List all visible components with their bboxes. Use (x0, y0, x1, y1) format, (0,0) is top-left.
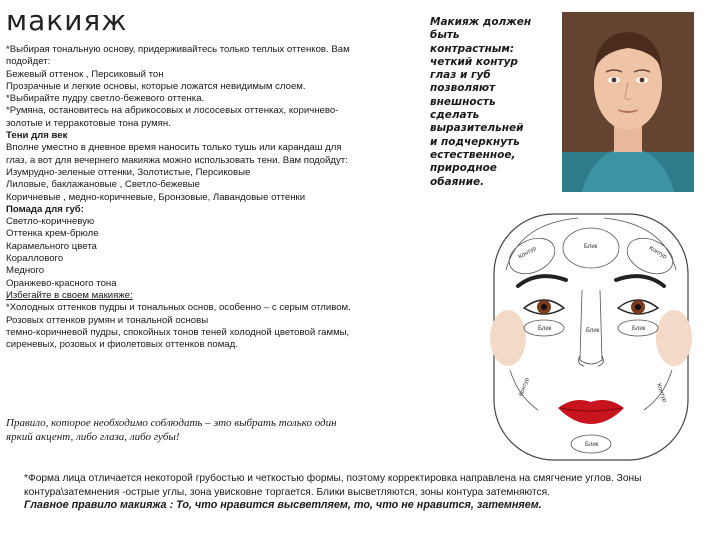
zone-label-temple-left: Контур (517, 245, 538, 261)
contrast-note-line: глаз и губ (430, 69, 491, 82)
advice-line: Розовых оттенков румян и тональной основы (6, 314, 209, 326)
accent-rule-line: яркий акцент, либо глаза, либо губы! (6, 431, 180, 443)
advice-line: Коричневые , медно-коричневые, Бронзовые, Лавандовые оттенки (6, 191, 306, 203)
advice-line: Тени для век (6, 130, 68, 142)
right-blush (656, 310, 692, 366)
zone-label-forehead: Блик (584, 244, 598, 250)
contrast-note-line: внешность (430, 95, 496, 108)
contrast-note-line: контрастным: (430, 42, 515, 55)
page-title: макияж (6, 4, 128, 37)
advice-line: *Румяна, остановитесь на абрикосовых и лососевых оттенках, коричнево- (6, 105, 339, 117)
bottom-line: контура\затемнения -острые углы, зона увисковне торгается. Блики высветляются, зоны контура затемняются. (24, 486, 550, 498)
contrast-note-line: сделать (430, 109, 480, 122)
contrast-note-line: естественное, (430, 148, 516, 161)
advice-line: Помада для губ: (6, 203, 84, 215)
advice-line: подойдет: (6, 56, 51, 68)
zone-label-nose: Блик (586, 328, 600, 334)
woman-photo (562, 12, 694, 192)
advice-line: *Выбирайте пудру светло-бежевого оттенка. (6, 93, 205, 105)
advice-line: глаз, а вот для вечернего макияжа можно использовать тени. Вам подойдут: (6, 154, 348, 166)
advice-line: Карамельного цвета (6, 240, 97, 252)
contrast-note-line: Макияж должен (430, 16, 532, 28)
zone-label-chin: Блик (585, 442, 599, 448)
contrast-note-line: природное (430, 162, 497, 175)
bottom-notes (24, 472, 704, 513)
advice-line: Кораллового (6, 253, 64, 265)
advice-line: золотые и терракотовые тона румян. (6, 117, 171, 129)
advice-line: *Выбирая тональную основу, придерживайтесь только теплых оттенков. Вам (6, 44, 350, 55)
advice-line: Лиловые, баклажановые , Светло-бежевые (6, 179, 200, 191)
makeup-advice-text (6, 44, 406, 351)
advice-line: Медного (6, 265, 45, 277)
advice-line: Оранжево-красного тона (6, 277, 117, 289)
zone-label-jaw-left: Контур (518, 377, 531, 398)
advice-line: Прозрачные и легкие основы, которые ложатся невидимым слоем. (6, 80, 306, 92)
zone-label-temple-right: Контур (647, 245, 668, 261)
contrast-note (430, 16, 542, 189)
left-blush (490, 310, 526, 366)
accent-rule-line: Правило, которое необходимо соблюдать – это выбрать только один (6, 417, 337, 429)
bottom-line: *Форма лица отличается некоторой грубостью и четкостью формы, поэтому корректировка направлена на смягчение углов. Зоны (24, 473, 642, 484)
zone-label-under-eye-left: Блик (538, 326, 552, 332)
contrast-note-line: быть (430, 29, 460, 42)
accent-rule (6, 416, 426, 444)
contrast-note-line: четкий контур (430, 55, 518, 68)
main-makeup-rule: Главное правило макияжа : То, что нравится высветляем, то, что не нравится, затемняем. (24, 499, 542, 511)
zone-label-under-eye-right: Блик (632, 326, 646, 332)
advice-line: темно-коричневой пудры, спокойных тонов теней холодной цветовой гаммы, (6, 326, 350, 338)
face-contour-diagram (488, 210, 694, 464)
advice-line: Бежевый оттенок , Персиковый тон (6, 68, 164, 80)
zone-label-jaw-right: Контур (655, 382, 668, 404)
advice-line: Светло-коричневую (6, 216, 95, 228)
contrast-note-line: и подчеркнуть (430, 135, 520, 148)
contrast-note-line: позволяют (430, 82, 496, 95)
advice-line: Избегайте в своем макияже: (6, 289, 133, 301)
contrast-note-line: выразительней (430, 122, 524, 135)
advice-line: Вполне уместно в дневное время наносить только тушь или карандаш для (6, 142, 342, 154)
advice-line: сиреневых, розовых и фиолетовых оттенков помад. (6, 339, 238, 351)
advice-line: Изумрудно-зеленые оттенки, Золотистые, Персиковые (6, 166, 251, 178)
contrast-note-line: обаяние. (430, 175, 485, 188)
advice-line: Оттенка крем-брюле (6, 228, 99, 240)
advice-line: *Холодных оттенков пудры и тональных основ, особенно – с серым отливом. (6, 302, 351, 314)
